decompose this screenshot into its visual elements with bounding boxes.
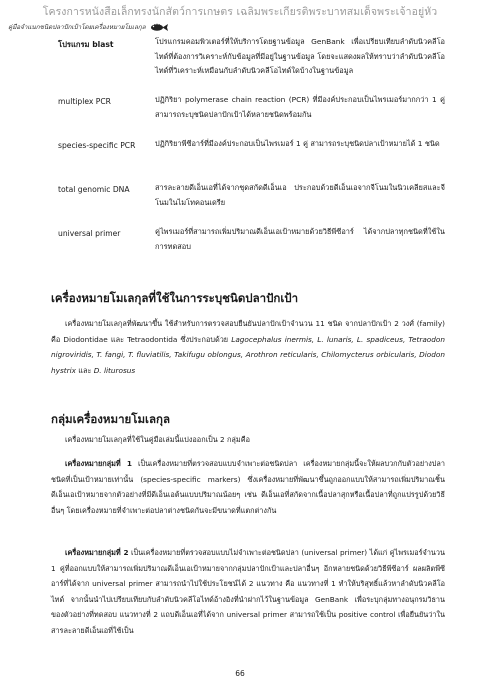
manual-title xyxy=(8,22,169,32)
glossary-definition: ปฏิกิริยาพีซีอาร์ที่มีองค์ประกอบเป็นไพรเมอร์ 1 คู่ สามารถระบุชนิดปลาเป้าหมายได้ 1 ชนิด xyxy=(155,139,440,148)
species-last: D. liturosus xyxy=(93,365,136,375)
glossary-term: universal primer xyxy=(58,229,121,238)
manual-title-text: คู่มือจำแนกชนิดปลาปักเป้าโดยเครื่องหมายโมเลกุล xyxy=(8,24,146,31)
glossary-term: total genomic DNA xyxy=(58,185,130,194)
pufferfish-icon xyxy=(149,23,169,32)
glossary-definition: ปฏิกิริยา polymerase chain reaction (PCR) ที่มีองค์ประกอบเป็นไพรเมอร์มากกว่า 1 คู่ สามารถระบุชนิดปลาปักเป้าได้หลายชนิดพร้อมกัน xyxy=(155,95,445,119)
group1-paragraph xyxy=(51,456,445,518)
section-heading: เครื่องหมายโมเลกุลที่ใช้ในการระบุชนิดปลาปักเป้า xyxy=(51,291,299,305)
glossary-term: โปรแกรม blast xyxy=(58,40,114,49)
glossary-definition: โปรแกรมคอมพิวเตอร์ที่ให้บริการโดยฐานข้อมูล GenBank เพื่อเปรียบเทียบลำดับนิวคลีโอไทด์ที่ต้องการวิเคราะห์กับข้อมูลที่มีอยู่ในฐานข้อมูล โดยจะแสดงผลให้ทราบว่าลำดับนิวคลีโอไทด์ที่วิเคราะห์เหมือนกับลำดับนิวคลีโอไทด์ใดบ้างในฐานข้อมูล xyxy=(155,37,445,76)
section-heading: กลุ่มเครื่องหมายโมเลกุล xyxy=(51,412,171,426)
species-conjunction: และ xyxy=(75,365,94,375)
glossary-definition: สารละลายดีเอ็นเอที่ได้จากชุดสกัดดีเอ็นเอ ประกอบด้วยดีเอ็นเอจากจีโนมในนิวเคลียสและจีโนมในไมโทคอนเดรีย xyxy=(155,183,445,207)
group2-text: เป็นเครื่องหมายที่ตรวจสอบแบบไม่จำเพาะต่อชนิดปลา (universal primer) ได้แก่ คู่ไพรเมอร์จำนวน 1 คู่ที่ออกแบบให้สามารถเพิ่มปริมาณดีเอ็นเอเป้าหมายจากกลุ่มปลาปักเป้าและปลาอื่นๆ อีกหลายชนิดด้วยวิธีพีซีอาร์ ผลผลิตพีซีอาร์ที่ได้จาก universal primer สามารถนำไปใช้ประโยชน์ได้ 2 แนวทาง คือ แนวทางที่ 1 ทำให้บริสุทธิ์แล้วหาลำดับนิวคลีโอไทด์ จากนั้นนำไปเปรียบเทียบกับลำดับนิวคลีโอไทด์อ้างอิงที่นำฝากไว้ในฐานข้อมูล GenBank เพื่อระบุกลุ่มทางอนุกรมวิธานของตัวอย่างที่ทดสอบ แนวทางที่ 2 แถบดีเอ็นเอที่ได้จาก universal primer สามารถใช้เป็น positive control เพื่อยืนยันว่าในสารละลายดีเอ็นเอที่ใช้เป็น xyxy=(51,548,445,635)
glossary-term: multiplex PCR xyxy=(58,97,111,106)
species-intro: เครื่องหมายโมเลกุลที่พัฒนาขึ้น ใช้สำหรับการตรวจสอบยืนยันปลาปักเป้าจำนวน 11 ชนิด จากปลาปักเป้า 2 วงศ์ (family) คือ Diodontidae และ Tetraodontida ซึ่งประกอบด้วย xyxy=(51,319,445,344)
glossary-term: species-specific PCR xyxy=(58,141,136,150)
groups-intro: เครื่องหมายโมเลกุลที่ใช้ในคู่มือเล่มนี้แบ่งออกเป็น 2 กลุ่มคือ xyxy=(65,435,250,444)
group1-label: เครื่องหมายกลุ่มที่ 1 xyxy=(65,459,132,468)
page-number: 66 xyxy=(235,669,245,678)
group1-text: เป็นเครื่องหมายที่ตรวจสอบแบบจำเพาะต่อชนิดปลา เครื่องหมายกลุ่มนี้จะให้ผลบวกกับตัวอย่างปลาชนิดที่เป็นเป้าหมายเท่านั้น (species-specific markers) ซึ่งเครื่องหมายที่พัฒนาขึ้นถูกออกแบบให้สามารถเพิ่มปริมาณชิ้นดีเอ็นเอเป้าหมายจากตัวอย่างที่มีดีเอ็นเอต้นแบบปริมาณน้อยๆ เช่น ดีเอ็นเอที่สกัดจากเนื้อปลาสุกหรือเนื้อปลาที่ถูกแปรรูปด้วยวิธีอื่นๆ โดยเครื่องหมายที่จำเพาะต่อปลาต่างชนิดกันจะมีขนาดที่แตกต่างกัน xyxy=(51,459,445,515)
group2-label: เครื่องหมายกลุ่มที่ 2 xyxy=(65,548,129,557)
species-paragraph xyxy=(51,316,445,378)
running-header: โครงการหนังสือเล็กทรงนักสัตว์การเกษตร เฉลิมพระเกียรติพระบาทสมเด็จพระเจ้าอยู่หัว xyxy=(42,6,438,18)
group2-paragraph xyxy=(51,545,445,639)
species-list: Lagocephalus inermis, L. lunaris, L. spadiceus, Tetraodon nigroviridis, T. fangi, T. fluviatilis, Takifugu oblongus, Arothron reticularis, Chilomycterus orbicularis, Diodon hystrix xyxy=(51,334,445,375)
glossary-definition: คู่ไพรเมอร์ที่สามารถเพิ่มปริมาณดีเอ็นเอเป้าหมายด้วยวิธีพีซีอาร์ ได้จากปลาทุกชนิดที่ใช้ในการทดสอบ xyxy=(155,227,445,251)
